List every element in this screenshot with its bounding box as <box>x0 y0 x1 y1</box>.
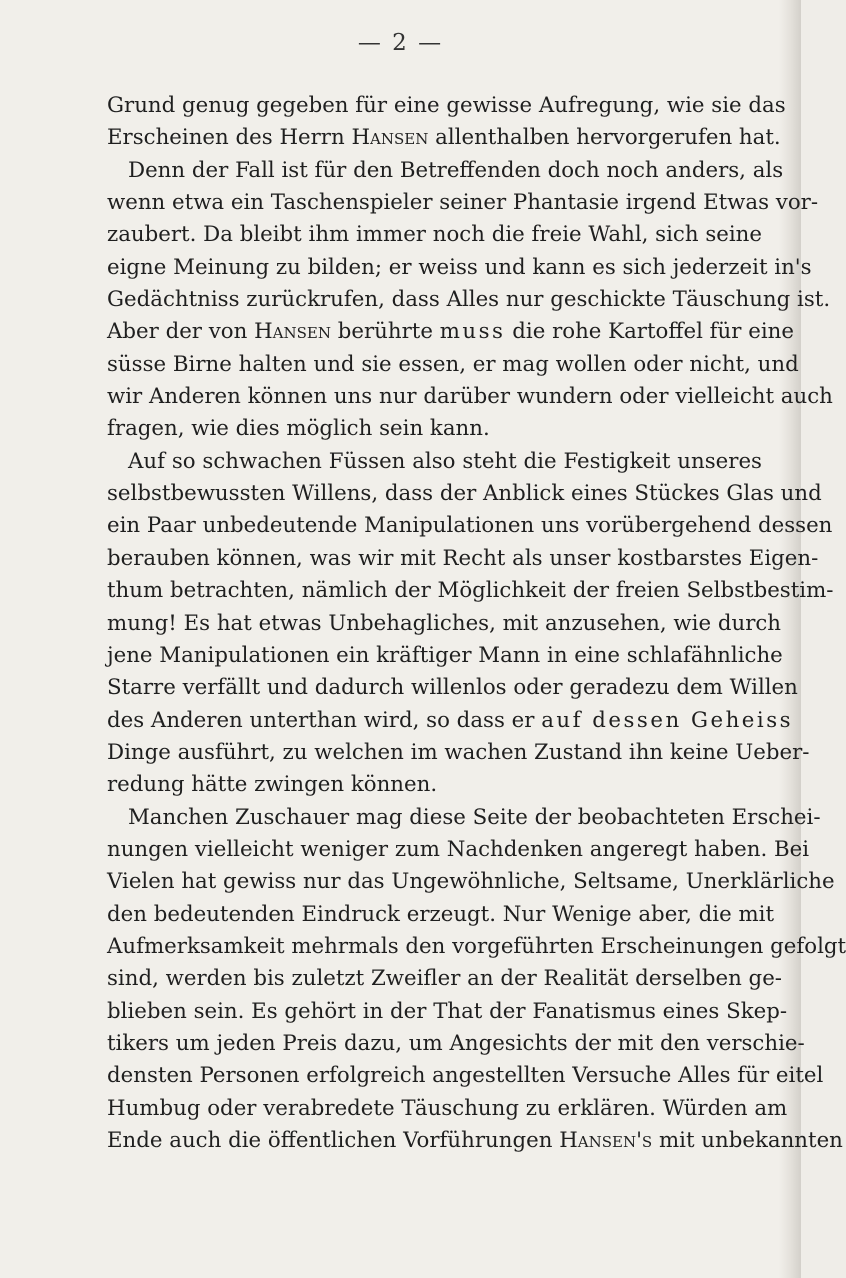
text-run: Dinge ausführt, zu welchen im wachen Zustand ihn keine Ueber- <box>107 739 810 765</box>
text-line <box>107 478 822 510</box>
text-run: Grund genug gegeben für eine gewisse Aufregung, wie sie das <box>107 93 786 118</box>
text-run: densten Personen erfolgreich angestellten Versuche Alles für eitel <box>107 1063 824 1089</box>
text-run: Aber der von <box>107 319 255 345</box>
text-run: allenthalben hervorgerufen hat. <box>428 125 781 151</box>
text-line <box>107 284 831 316</box>
small-caps-name: Hansen's <box>559 1128 653 1153</box>
text-line <box>107 705 794 737</box>
text-line <box>107 90 786 122</box>
text-line <box>107 122 781 154</box>
text-run: eigne Meinung zu bilden; er weiss und kann es sich jederzeit in's <box>107 254 812 280</box>
text-run: des Anderen unterthan wird, so dass er <box>107 707 542 733</box>
text-run: selbstbewussten Willens, dass der Anblick eines Stückes Glas und <box>107 481 822 507</box>
text-line <box>107 1028 805 1060</box>
text-run: wir Anderen können uns nur darüber wundern oder vielleicht auch <box>107 384 833 410</box>
text-line <box>107 543 819 575</box>
text-line <box>107 608 782 640</box>
text-line <box>107 155 784 187</box>
text-run: Manchen Zuschauer mag diese Seite der beobachteten Erschei- <box>128 804 821 830</box>
text-line <box>107 446 762 478</box>
text-run: jene Manipulationen ein kräftiger Mann in eine schlafähnliche <box>107 642 783 668</box>
body-text <box>107 90 846 1157</box>
text-line <box>107 349 799 381</box>
text-run: Aufmerksamkeit mehrmals den vorgeführten Erscheinungen gefolgt <box>107 933 846 959</box>
text-run: Auf so schwachen Füssen also steht die Festigkeit unseres <box>128 448 762 474</box>
text-line <box>107 899 775 931</box>
text-run: fragen, wie dies möglich sein kann. <box>107 416 490 442</box>
text-run: sind, werden bis zuletzt Zweifler an der Realität derselben ge- <box>107 966 782 992</box>
text-line <box>107 1093 788 1125</box>
text-run: berauben können, was wir mit Recht als unser kostbarstes Eigen- <box>107 545 819 571</box>
small-caps-name: Hansen <box>351 125 429 151</box>
text-line <box>107 672 798 704</box>
text-line <box>107 802 821 834</box>
text-line <box>107 575 834 607</box>
text-line <box>107 996 788 1028</box>
text-line <box>107 834 810 866</box>
text-run: die rohe Kartoffel für eine <box>505 319 794 345</box>
text-run: mit unbekannten <box>652 1128 843 1153</box>
text-run: nungen vielleicht weniger zum Nachdenken angeregt haben. Bei <box>107 836 810 862</box>
text-line <box>107 252 812 284</box>
text-run: redung hätte zwingen können. <box>107 772 438 798</box>
text-line <box>107 316 794 348</box>
text-run: Ende auch die öffentlichen Vorführungen <box>107 1128 560 1153</box>
text-run: süsse Birne halten und sie essen, er mag wollen oder nicht, und <box>107 351 799 377</box>
text-line <box>107 1060 824 1092</box>
text-run: blieben sein. Es gehört in der That der Fanatismus eines Skep- <box>107 998 788 1024</box>
text-run: Denn der Fall ist für den Betreffenden doch noch anders, als <box>128 157 784 183</box>
text-line <box>107 866 835 898</box>
text-run: den bedeutenden Eindruck erzeugt. Nur Wenige aber, die mit <box>107 901 775 927</box>
spaced-emphasis: auf dessen Geheiss <box>541 707 794 733</box>
text-line <box>107 963 782 995</box>
text-run: mung! Es hat etwas Unbehagliches, mit anzusehen, wie durch <box>107 610 782 636</box>
text-run: berührte <box>330 319 440 345</box>
text-line <box>107 510 833 542</box>
text-line <box>107 413 762 445</box>
text-run: zaubert. Da bleibt ihm immer noch die freie Wahl, sich seine <box>107 222 762 248</box>
text-run: wenn etwa ein Taschenspieler seiner Phantasie irgend Etwas vor- <box>107 190 819 216</box>
text-line <box>107 1125 843 1157</box>
text-run: Starre verfällt und dadurch willenlos oder geradezu dem Willen <box>107 675 798 701</box>
text-line <box>107 640 783 672</box>
text-line <box>107 931 846 963</box>
text-line <box>107 769 762 801</box>
text-run: Humbug oder verabredete Täuschung zu erklären. Würden am <box>107 1095 788 1121</box>
text-run: Vielen hat gewiss nur das Ungewöhnliche, Seltsame, Unerklärliche <box>107 869 835 895</box>
text-run: ein Paar unbedeutende Manipulationen uns vorübergehend dessen <box>107 513 833 539</box>
text-line <box>107 219 762 251</box>
small-caps-name: Hansen <box>254 319 331 345</box>
text-run: Erscheinen des Herrn <box>107 125 352 151</box>
text-run: Gedächtniss zurückrufen, dass Alles nur geschickte Täuschung ist. <box>107 287 831 313</box>
text-line <box>107 187 819 219</box>
page-number: — 2 — <box>357 30 444 56</box>
text-line <box>107 381 833 413</box>
text-run: thum betrachten, nämlich der Möglichkeit der freien Selbstbestim- <box>107 578 834 604</box>
text-line <box>107 737 810 769</box>
text-run: tikers um jeden Preis dazu, um Angesichts der mit den verschie- <box>107 1030 805 1056</box>
spaced-emphasis: muss <box>439 319 506 345</box>
